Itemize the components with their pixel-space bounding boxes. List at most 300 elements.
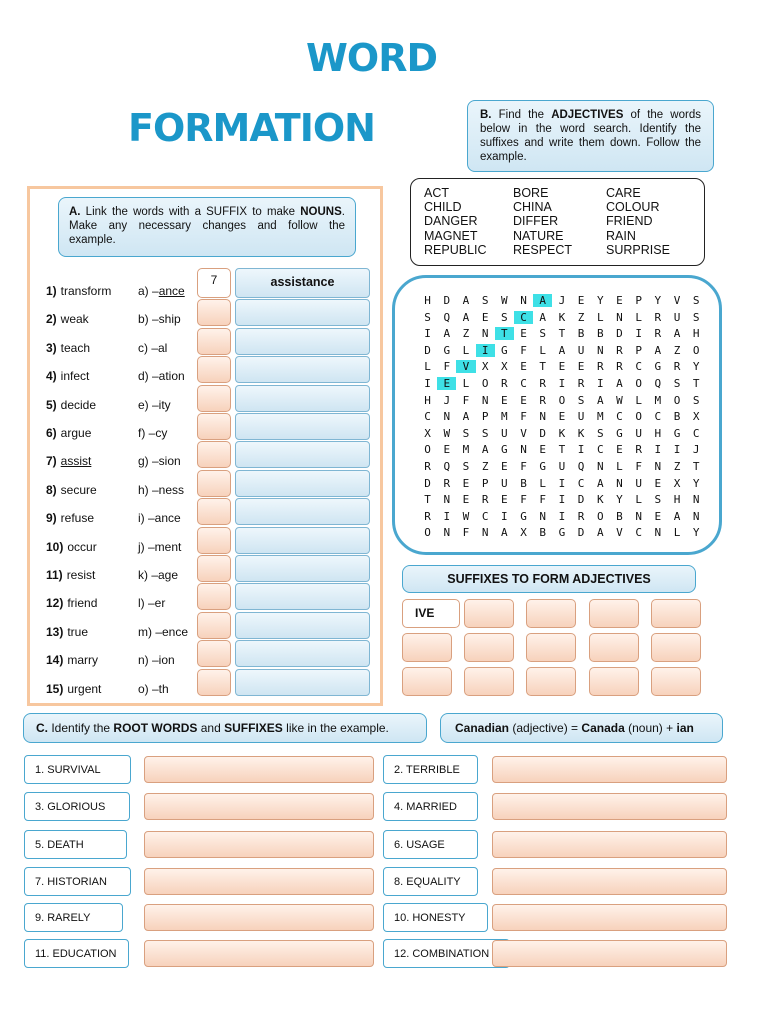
grid-letter[interactable]: K: [577, 426, 585, 440]
answer-box[interactable]: [235, 555, 370, 582]
match-number-box[interactable]: [197, 356, 231, 383]
grid-letter[interactable]: U: [558, 460, 566, 473]
match-number-box[interactable]: [197, 612, 231, 639]
grid-letter[interactable]: X: [692, 410, 700, 424]
grid-letter[interactable]: N: [481, 393, 489, 407]
grid-letter[interactable]: N: [616, 310, 623, 324]
grid-letter[interactable]: S: [539, 327, 547, 341]
grid-letter[interactable]: I: [673, 443, 681, 457]
root-answer-box[interactable]: [492, 904, 727, 931]
grid-letter[interactable]: E: [462, 493, 470, 507]
grid-letter[interactable]: A: [462, 310, 470, 324]
root-answer-box[interactable]: [492, 756, 727, 783]
grid-letter[interactable]: B: [577, 327, 585, 341]
grid-letter[interactable]: A: [654, 343, 662, 357]
answer-box[interactable]: [235, 498, 370, 525]
grid-letter[interactable]: Y: [692, 476, 700, 490]
grid-letter[interactable]: R: [654, 327, 662, 341]
grid-letter[interactable]: X: [520, 526, 527, 540]
grid-letter[interactable]: O: [673, 393, 681, 407]
grid-letter[interactable]: N: [539, 410, 547, 424]
root-answer-box[interactable]: [144, 868, 374, 895]
match-number-box[interactable]: [197, 268, 231, 298]
noun-word: 9) refuse: [46, 511, 95, 526]
noun-word: 3) teach: [46, 340, 91, 355]
suffix-option: h) –ness: [138, 482, 185, 497]
root-answer-box[interactable]: [144, 831, 374, 858]
grid-letter[interactable]: E: [437, 377, 456, 390]
grid-letter[interactable]: S: [481, 426, 489, 440]
suffix-answer-box[interactable]: [589, 633, 639, 662]
root-word-label: 2. TERRIBLE: [383, 755, 478, 784]
grid-letter[interactable]: N: [443, 526, 451, 540]
grid-letter[interactable]: X: [673, 476, 681, 490]
grid-letter[interactable]: S: [692, 310, 700, 324]
grid-letter[interactable]: S: [462, 460, 470, 473]
grid-letter[interactable]: O: [558, 393, 566, 407]
grid-letter[interactable]: Q: [577, 460, 585, 473]
suffix-answer-box[interactable]: [526, 599, 576, 628]
grid-letter[interactable]: Y: [596, 294, 604, 307]
grid-letter[interactable]: O: [692, 343, 700, 357]
grid-letter[interactable]: E: [462, 476, 470, 490]
grid-letter[interactable]: E: [539, 443, 547, 457]
grid-letter[interactable]: E: [616, 294, 623, 307]
grid-letter[interactable]: E: [501, 460, 508, 473]
grid-letter[interactable]: S: [673, 377, 681, 390]
grid-letter[interactable]: N: [520, 443, 527, 457]
grid-letter[interactable]: I: [558, 509, 566, 523]
grid-letter[interactable]: M: [501, 410, 508, 424]
grid-letter[interactable]: Z: [577, 310, 585, 324]
grid-letter[interactable]: L: [462, 377, 470, 390]
grid-letter[interactable]: N: [539, 509, 547, 523]
grid-letter[interactable]: W: [501, 294, 508, 307]
grid-letter[interactable]: D: [577, 526, 585, 540]
grid-letter[interactable]: E: [577, 294, 585, 307]
match-number-box[interactable]: [197, 583, 231, 610]
suffix-option: n) –ion: [138, 653, 175, 668]
answer-box[interactable]: [235, 328, 370, 355]
grid-letter[interactable]: H: [424, 393, 431, 407]
grid-letter[interactable]: A: [558, 343, 566, 357]
grid-letter[interactable]: E: [520, 393, 527, 407]
grid-letter[interactable]: N: [616, 476, 623, 490]
suffix-answer-box[interactable]: [464, 633, 514, 662]
grid-letter[interactable]: N: [443, 410, 451, 424]
answer-box[interactable]: [235, 268, 370, 298]
answer-box[interactable]: [235, 299, 370, 326]
suffix-answer-box[interactable]: [589, 667, 639, 696]
suffix-option: d) –ation: [138, 369, 185, 384]
grid-letter[interactable]: M: [654, 393, 662, 407]
grid-letter[interactable]: E: [520, 360, 527, 374]
grid-letter[interactable]: E: [577, 360, 585, 374]
grid-letter[interactable]: T: [558, 327, 566, 341]
grid-letter[interactable]: E: [616, 443, 623, 457]
answer-box[interactable]: [235, 669, 370, 696]
root-answer-box[interactable]: [492, 868, 727, 895]
grid-letter[interactable]: N: [692, 509, 700, 523]
match-number-box[interactable]: [197, 299, 231, 326]
grid-letter[interactable]: E: [443, 443, 451, 457]
match-number-box[interactable]: [197, 470, 231, 497]
grid-letter[interactable]: T: [424, 493, 431, 507]
grid-letter[interactable]: C: [577, 476, 585, 490]
grid-letter[interactable]: R: [443, 476, 451, 490]
answer-box[interactable]: [235, 583, 370, 610]
grid-letter[interactable]: A: [596, 476, 604, 490]
grid-letter[interactable]: B: [520, 476, 527, 490]
suffix-answer-box[interactable]: [402, 667, 452, 696]
grid-letter[interactable]: M: [596, 410, 604, 424]
match-number-box[interactable]: [197, 527, 231, 554]
grid-letter[interactable]: I: [558, 476, 566, 490]
adjective-word: DIFFER: [513, 214, 559, 229]
grid-letter[interactable]: C: [520, 377, 527, 390]
grid-letter[interactable]: V: [673, 294, 681, 307]
grid-letter[interactable]: W: [462, 509, 470, 523]
grid-letter[interactable]: I: [558, 493, 566, 507]
grid-letter[interactable]: N: [596, 460, 604, 473]
grid-letter[interactable]: S: [501, 310, 508, 324]
grid-letter[interactable]: Y: [692, 360, 700, 374]
grid-letter[interactable]: A: [596, 526, 604, 540]
grid-letter[interactable]: P: [481, 476, 489, 490]
root-answer-box[interactable]: [492, 831, 727, 858]
grid-letter[interactable]: E: [481, 310, 489, 324]
grid-letter[interactable]: S: [692, 294, 700, 307]
grid-letter[interactable]: G: [539, 460, 547, 473]
grid-letter[interactable]: J: [692, 443, 700, 457]
grid-letter[interactable]: S: [424, 310, 431, 324]
grid-letter[interactable]: A: [539, 310, 547, 324]
grid-letter[interactable]: G: [520, 509, 527, 523]
grid-letter[interactable]: I: [424, 377, 431, 390]
grid-letter[interactable]: L: [616, 460, 623, 473]
grid-letter[interactable]: T: [495, 327, 514, 340]
grid-letter[interactable]: R: [424, 509, 431, 523]
grid-letter[interactable]: R: [654, 310, 662, 324]
grid-letter[interactable]: F: [462, 526, 470, 540]
grid-letter[interactable]: K: [596, 493, 604, 507]
grid-letter[interactable]: R: [673, 360, 681, 374]
grid-letter[interactable]: I: [596, 377, 604, 390]
grid-letter[interactable]: V: [520, 426, 527, 440]
grid-letter[interactable]: L: [539, 343, 547, 357]
grid-letter[interactable]: P: [635, 294, 642, 307]
grid-letter[interactable]: U: [501, 476, 508, 490]
grid-letter[interactable]: N: [596, 343, 604, 357]
grid-letter[interactable]: A: [481, 443, 489, 457]
grid-letter[interactable]: I: [577, 443, 585, 457]
grid-letter[interactable]: A: [533, 294, 552, 307]
suffix-option: j) –ment: [138, 539, 182, 554]
grid-letter[interactable]: Y: [692, 526, 700, 540]
grid-letter[interactable]: L: [635, 310, 642, 324]
grid-letter[interactable]: G: [558, 526, 566, 540]
grid-letter[interactable]: D: [577, 493, 585, 507]
grid-letter[interactable]: A: [462, 294, 470, 307]
suffix-answer-box[interactable]: [464, 667, 514, 696]
grid-letter[interactable]: O: [424, 526, 431, 540]
grid-letter[interactable]: H: [424, 294, 431, 307]
grid-letter[interactable]: L: [673, 526, 681, 540]
grid-letter[interactable]: R: [616, 360, 623, 374]
match-number-box[interactable]: [197, 328, 231, 355]
grid-letter[interactable]: B: [616, 509, 623, 523]
grid-letter[interactable]: F: [520, 343, 527, 357]
grid-letter[interactable]: R: [424, 460, 431, 473]
grid-letter[interactable]: A: [673, 509, 681, 523]
grid-row: [418, 410, 706, 423]
grid-letter[interactable]: W: [616, 393, 623, 407]
grid-letter[interactable]: Z: [481, 460, 489, 473]
grid-letter[interactable]: I: [501, 509, 508, 523]
grid-letter[interactable]: N: [520, 294, 527, 307]
grid-letter[interactable]: O: [635, 377, 642, 390]
grid-letter[interactable]: R: [539, 377, 547, 390]
grid-letter[interactable]: V: [456, 360, 475, 373]
grid-letter[interactable]: K: [558, 426, 566, 440]
root-answer-box[interactable]: [144, 756, 374, 783]
suffix-answer-box[interactable]: [402, 633, 452, 662]
grid-letter[interactable]: E: [501, 493, 508, 507]
root-word-label: 12. COMBINATION: [383, 939, 510, 968]
grid-letter[interactable]: D: [616, 327, 623, 341]
grid-letter[interactable]: R: [577, 509, 585, 523]
grid-letter[interactable]: R: [596, 360, 604, 374]
grid-letter[interactable]: D: [539, 426, 547, 440]
suffix-option: c) –al: [138, 340, 168, 355]
grid-letter[interactable]: E: [654, 509, 662, 523]
grid-letter[interactable]: F: [539, 493, 547, 507]
grid-letter[interactable]: Q: [443, 310, 451, 324]
root-answer-box[interactable]: [144, 793, 374, 820]
grid-letter[interactable]: L: [424, 360, 431, 374]
grid-letter[interactable]: G: [501, 343, 508, 357]
grid-letter[interactable]: G: [616, 426, 623, 440]
grid-letter[interactable]: R: [501, 377, 508, 390]
grid-letter[interactable]: I: [558, 377, 566, 390]
grid-letter[interactable]: A: [596, 393, 604, 407]
grid-letter[interactable]: N: [692, 493, 700, 507]
match-number-box[interactable]: [197, 555, 231, 582]
grid-letter[interactable]: R: [616, 343, 623, 357]
grid-letter[interactable]: J: [443, 393, 451, 407]
grid-letter[interactable]: A: [462, 410, 470, 424]
grid-letter[interactable]: E: [558, 410, 566, 424]
match-number-box[interactable]: [197, 441, 231, 468]
answer-box[interactable]: [235, 441, 370, 468]
grid-letter[interactable]: B: [539, 526, 547, 540]
grid-letter[interactable]: A: [501, 526, 508, 540]
grid-row: [418, 360, 706, 373]
grid-letter[interactable]: R: [539, 393, 547, 407]
grid-letter[interactable]: W: [443, 426, 451, 440]
adjective-word: SURPRISE: [606, 242, 670, 257]
grid-letter[interactable]: C: [481, 509, 489, 523]
grid-letter[interactable]: X: [501, 360, 508, 374]
match-number-box[interactable]: [197, 413, 231, 440]
grid-letter[interactable]: I: [635, 327, 642, 341]
grid-letter[interactable]: U: [635, 426, 642, 440]
answer-box[interactable]: [235, 356, 370, 383]
grid-letter[interactable]: N: [481, 526, 489, 540]
suffix-answer-box[interactable]: [651, 599, 701, 628]
grid-letter[interactable]: F: [635, 460, 642, 473]
grid-letter[interactable]: F: [520, 410, 527, 424]
grid-letter[interactable]: U: [577, 410, 585, 424]
grid-letter[interactable]: F: [462, 393, 470, 407]
grid-letter[interactable]: O: [424, 443, 431, 457]
grid-letter[interactable]: N: [481, 327, 489, 341]
grid-letter[interactable]: S: [692, 393, 700, 407]
grid-letter[interactable]: L: [635, 393, 642, 407]
grid-letter[interactable]: A: [673, 327, 681, 341]
grid-letter[interactable]: L: [635, 493, 642, 507]
grid-letter[interactable]: H: [654, 426, 662, 440]
grid-letter[interactable]: L: [596, 310, 604, 324]
grid-letter[interactable]: O: [635, 410, 642, 424]
grid-letter[interactable]: S: [462, 426, 470, 440]
grid-letter[interactable]: C: [616, 410, 623, 424]
root-answer-box[interactable]: [144, 904, 374, 931]
answer-box[interactable]: [235, 527, 370, 554]
grid-row: [418, 427, 706, 440]
grid-letter[interactable]: G: [501, 443, 508, 457]
grid-letter[interactable]: C: [692, 426, 700, 440]
suffix-answer-box[interactable]: [402, 599, 460, 628]
grid-letter[interactable]: X: [424, 426, 431, 440]
answer-box[interactable]: [235, 413, 370, 440]
grid-letter[interactable]: S: [596, 426, 604, 440]
match-number-box[interactable]: [197, 498, 231, 525]
grid-letter[interactable]: R: [635, 443, 642, 457]
grid-letter[interactable]: C: [635, 526, 642, 540]
grid-letter[interactable]: T: [558, 443, 566, 457]
grid-letter[interactable]: T: [539, 360, 547, 374]
grid-letter[interactable]: T: [692, 460, 700, 473]
grid-letter[interactable]: O: [481, 377, 489, 390]
grid-letter[interactable]: N: [443, 493, 451, 507]
grid-letter[interactable]: X: [481, 360, 489, 374]
grid-letter[interactable]: I: [443, 509, 451, 523]
suffix-answer-box[interactable]: [589, 599, 639, 628]
grid-letter[interactable]: C: [424, 410, 431, 424]
grid-letter[interactable]: D: [424, 343, 431, 357]
grid-letter[interactable]: F: [520, 493, 527, 507]
grid-letter[interactable]: Z: [673, 343, 681, 357]
grid-letter[interactable]: U: [673, 310, 681, 324]
grid-letter[interactable]: E: [501, 393, 508, 407]
root-answer-box[interactable]: [144, 940, 374, 967]
answer-box[interactable]: [235, 385, 370, 412]
grid-letter[interactable]: H: [673, 493, 681, 507]
grid-letter[interactable]: J: [558, 294, 566, 307]
grid-letter[interactable]: V: [616, 526, 623, 540]
grid-letter[interactable]: G: [654, 360, 662, 374]
grid-letter[interactable]: N: [635, 509, 642, 523]
grid-letter[interactable]: G: [443, 343, 451, 357]
grid-letter[interactable]: I: [654, 443, 662, 457]
grid-letter[interactable]: H: [692, 327, 700, 341]
grid-letter[interactable]: N: [654, 526, 662, 540]
match-number-box[interactable]: [197, 385, 231, 412]
grid-letter[interactable]: A: [443, 327, 451, 341]
grid-letter[interactable]: T: [692, 377, 700, 390]
grid-letter[interactable]: N: [654, 460, 662, 473]
answer-box[interactable]: [235, 640, 370, 667]
suffix-answer-box[interactable]: [526, 667, 576, 696]
grid-letter[interactable]: L: [462, 343, 470, 357]
grid-letter[interactable]: S: [654, 493, 662, 507]
grid-letter[interactable]: C: [514, 311, 533, 324]
grid-letter[interactable]: I: [476, 344, 495, 357]
grid-letter[interactable]: C: [654, 410, 662, 424]
match-number-box[interactable]: [197, 669, 231, 696]
suffix-answer-box[interactable]: [526, 633, 576, 662]
answer-box[interactable]: [235, 470, 370, 497]
grid-letter[interactable]: Q: [654, 377, 662, 390]
answer-box[interactable]: [235, 612, 370, 639]
grid-letter[interactable]: E: [654, 476, 662, 490]
grid-letter[interactable]: K: [558, 310, 566, 324]
grid-letter[interactable]: M: [462, 443, 470, 457]
grid-letter[interactable]: A: [616, 377, 623, 390]
grid-letter[interactable]: O: [596, 509, 604, 523]
root-word-label: 11. EDUCATION: [24, 939, 129, 968]
grid-letter[interactable]: Z: [462, 327, 470, 341]
grid-letter[interactable]: L: [539, 476, 547, 490]
suffix-answer-box[interactable]: [651, 667, 701, 696]
grid-letter[interactable]: P: [635, 343, 642, 357]
grid-letter[interactable]: C: [596, 443, 604, 457]
suffix-answer-box[interactable]: [464, 599, 514, 628]
grid-letter[interactable]: S: [577, 393, 585, 407]
grid-letter[interactable]: D: [443, 294, 451, 307]
root-answer-box[interactable]: [492, 793, 727, 820]
grid-letter[interactable]: Z: [673, 460, 681, 473]
grid-letter[interactable]: F: [520, 460, 527, 473]
grid-letter[interactable]: R: [577, 377, 585, 390]
grid-letter[interactable]: I: [424, 327, 431, 341]
section-c-example: Canadian (adjective) = Canada (noun) + ian: [440, 713, 723, 743]
match-number-box[interactable]: [197, 640, 231, 667]
grid-letter[interactable]: P: [481, 410, 489, 424]
suffix-answer-box[interactable]: [651, 633, 701, 662]
grid-letter[interactable]: C: [635, 360, 642, 374]
grid-letter[interactable]: G: [673, 426, 681, 440]
grid-letter[interactable]: Y: [616, 493, 623, 507]
suffix-option: i) –ance: [138, 511, 181, 526]
grid-letter[interactable]: Y: [654, 294, 662, 307]
grid-letter[interactable]: U: [501, 426, 508, 440]
grid-letter[interactable]: E: [558, 360, 566, 374]
grid-letter[interactable]: R: [481, 493, 489, 507]
grid-letter[interactable]: B: [673, 410, 681, 424]
grid-letter[interactable]: F: [443, 360, 451, 374]
grid-letter[interactable]: B: [596, 327, 604, 341]
grid-letter[interactable]: E: [520, 327, 527, 341]
root-answer-box[interactable]: [492, 940, 727, 967]
grid-letter[interactable]: D: [424, 476, 431, 490]
grid-letter[interactable]: U: [577, 343, 585, 357]
grid-letter[interactable]: U: [635, 476, 642, 490]
suffix-option: g) –sion: [138, 454, 181, 469]
grid-letter[interactable]: Q: [443, 460, 451, 473]
grid-letter[interactable]: S: [481, 294, 489, 307]
